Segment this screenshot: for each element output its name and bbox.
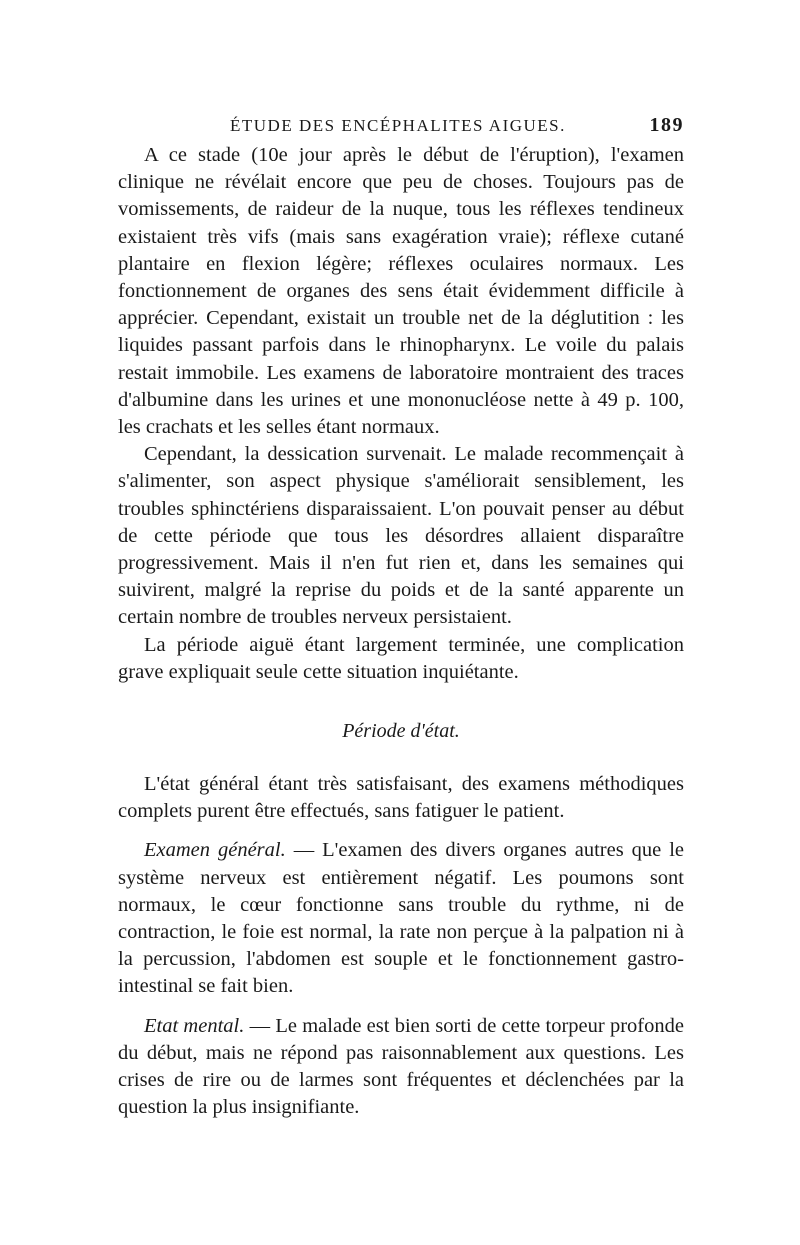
paragraph-general-exam xyxy=(118,837,684,1000)
paragraph-mental-state xyxy=(118,1013,684,1122)
general-exam-heading: Examen général. xyxy=(144,839,286,862)
general-exam-text: — L'examen des divers organes autres que le système nerveux est entièrement négatif. Les poumons sont normaux, le cœur fonctionne sans trouble du rythme, ni de contraction, le foie est normal, la rate non perçue à la palpation ni à la percussion, l'abdomen est souple et le fonctionnement gastro-intestinal se fait bien. xyxy=(118,839,684,998)
mental-state-heading: Etat mental. xyxy=(144,1014,245,1037)
page-number: 189 xyxy=(649,114,684,136)
section-title: Période d'état. xyxy=(342,720,460,743)
mental-state-text: — Le malade est bien sorti de cette torpeur profonde du début, mais ne répond pas raisonnablement aux questions. Les crises de rire ou de larmes sont fréquentes et déclenchées par la question la plus insignifiante. xyxy=(118,1014,684,1119)
paragraph-clinical-exam: A ce stade (10e jour après le début de l'éruption), l'examen clinique ne révélait encore que peu de choses. Toujours pas de vomissements, de raideur de la nuque, tous les réflexes tendineux existaient très vifs (mais sans exagération vraie); réflexe cutané plantaire en flexion légère; réflexes oculaires normaux. Les fonctionnement de organes des sens était évidemment difficile à apprécier. Cependant, existait un trouble net de la déglutition : les liquides passant parfois dans le rhinopharynx. Le voile du palais restait immobile. Les examens de laboratoire montraient des traces d'albumine dans les urines et une mononucléose nette à 49 p. 100, les crachats et les selles étant normaux. xyxy=(118,144,684,439)
book-page xyxy=(118,112,684,1122)
paragraph-general-state: L'état général étant très satisfaisant, des examens méthodiques complets purent être effectués, sans fatiguer le patient. xyxy=(118,773,684,823)
page-header xyxy=(118,112,684,142)
paragraph-dessication: Cependant, la dessication survenait. Le malade recommençait à s'alimenter, son aspect physique s'améliorait sensiblement, les troubles sphinctériens disparaissaient. L'on pouvait penser au début de cette période que tous les désordres allaient disparaître progressivement. Mais il n'en fut rien et, dans les semaines qui suivirent, malgré la reprise du poids et de la santé apparente un certain nombre de troubles nerveux persistaient. xyxy=(118,443,684,629)
paragraph-acute-period: La période aiguë étant largement terminée, une complication grave expliquait seule cette situation inquiétante. xyxy=(118,633,684,683)
running-title: ÉTUDE DES ENCÉPHALITES AIGUES. xyxy=(230,116,566,135)
